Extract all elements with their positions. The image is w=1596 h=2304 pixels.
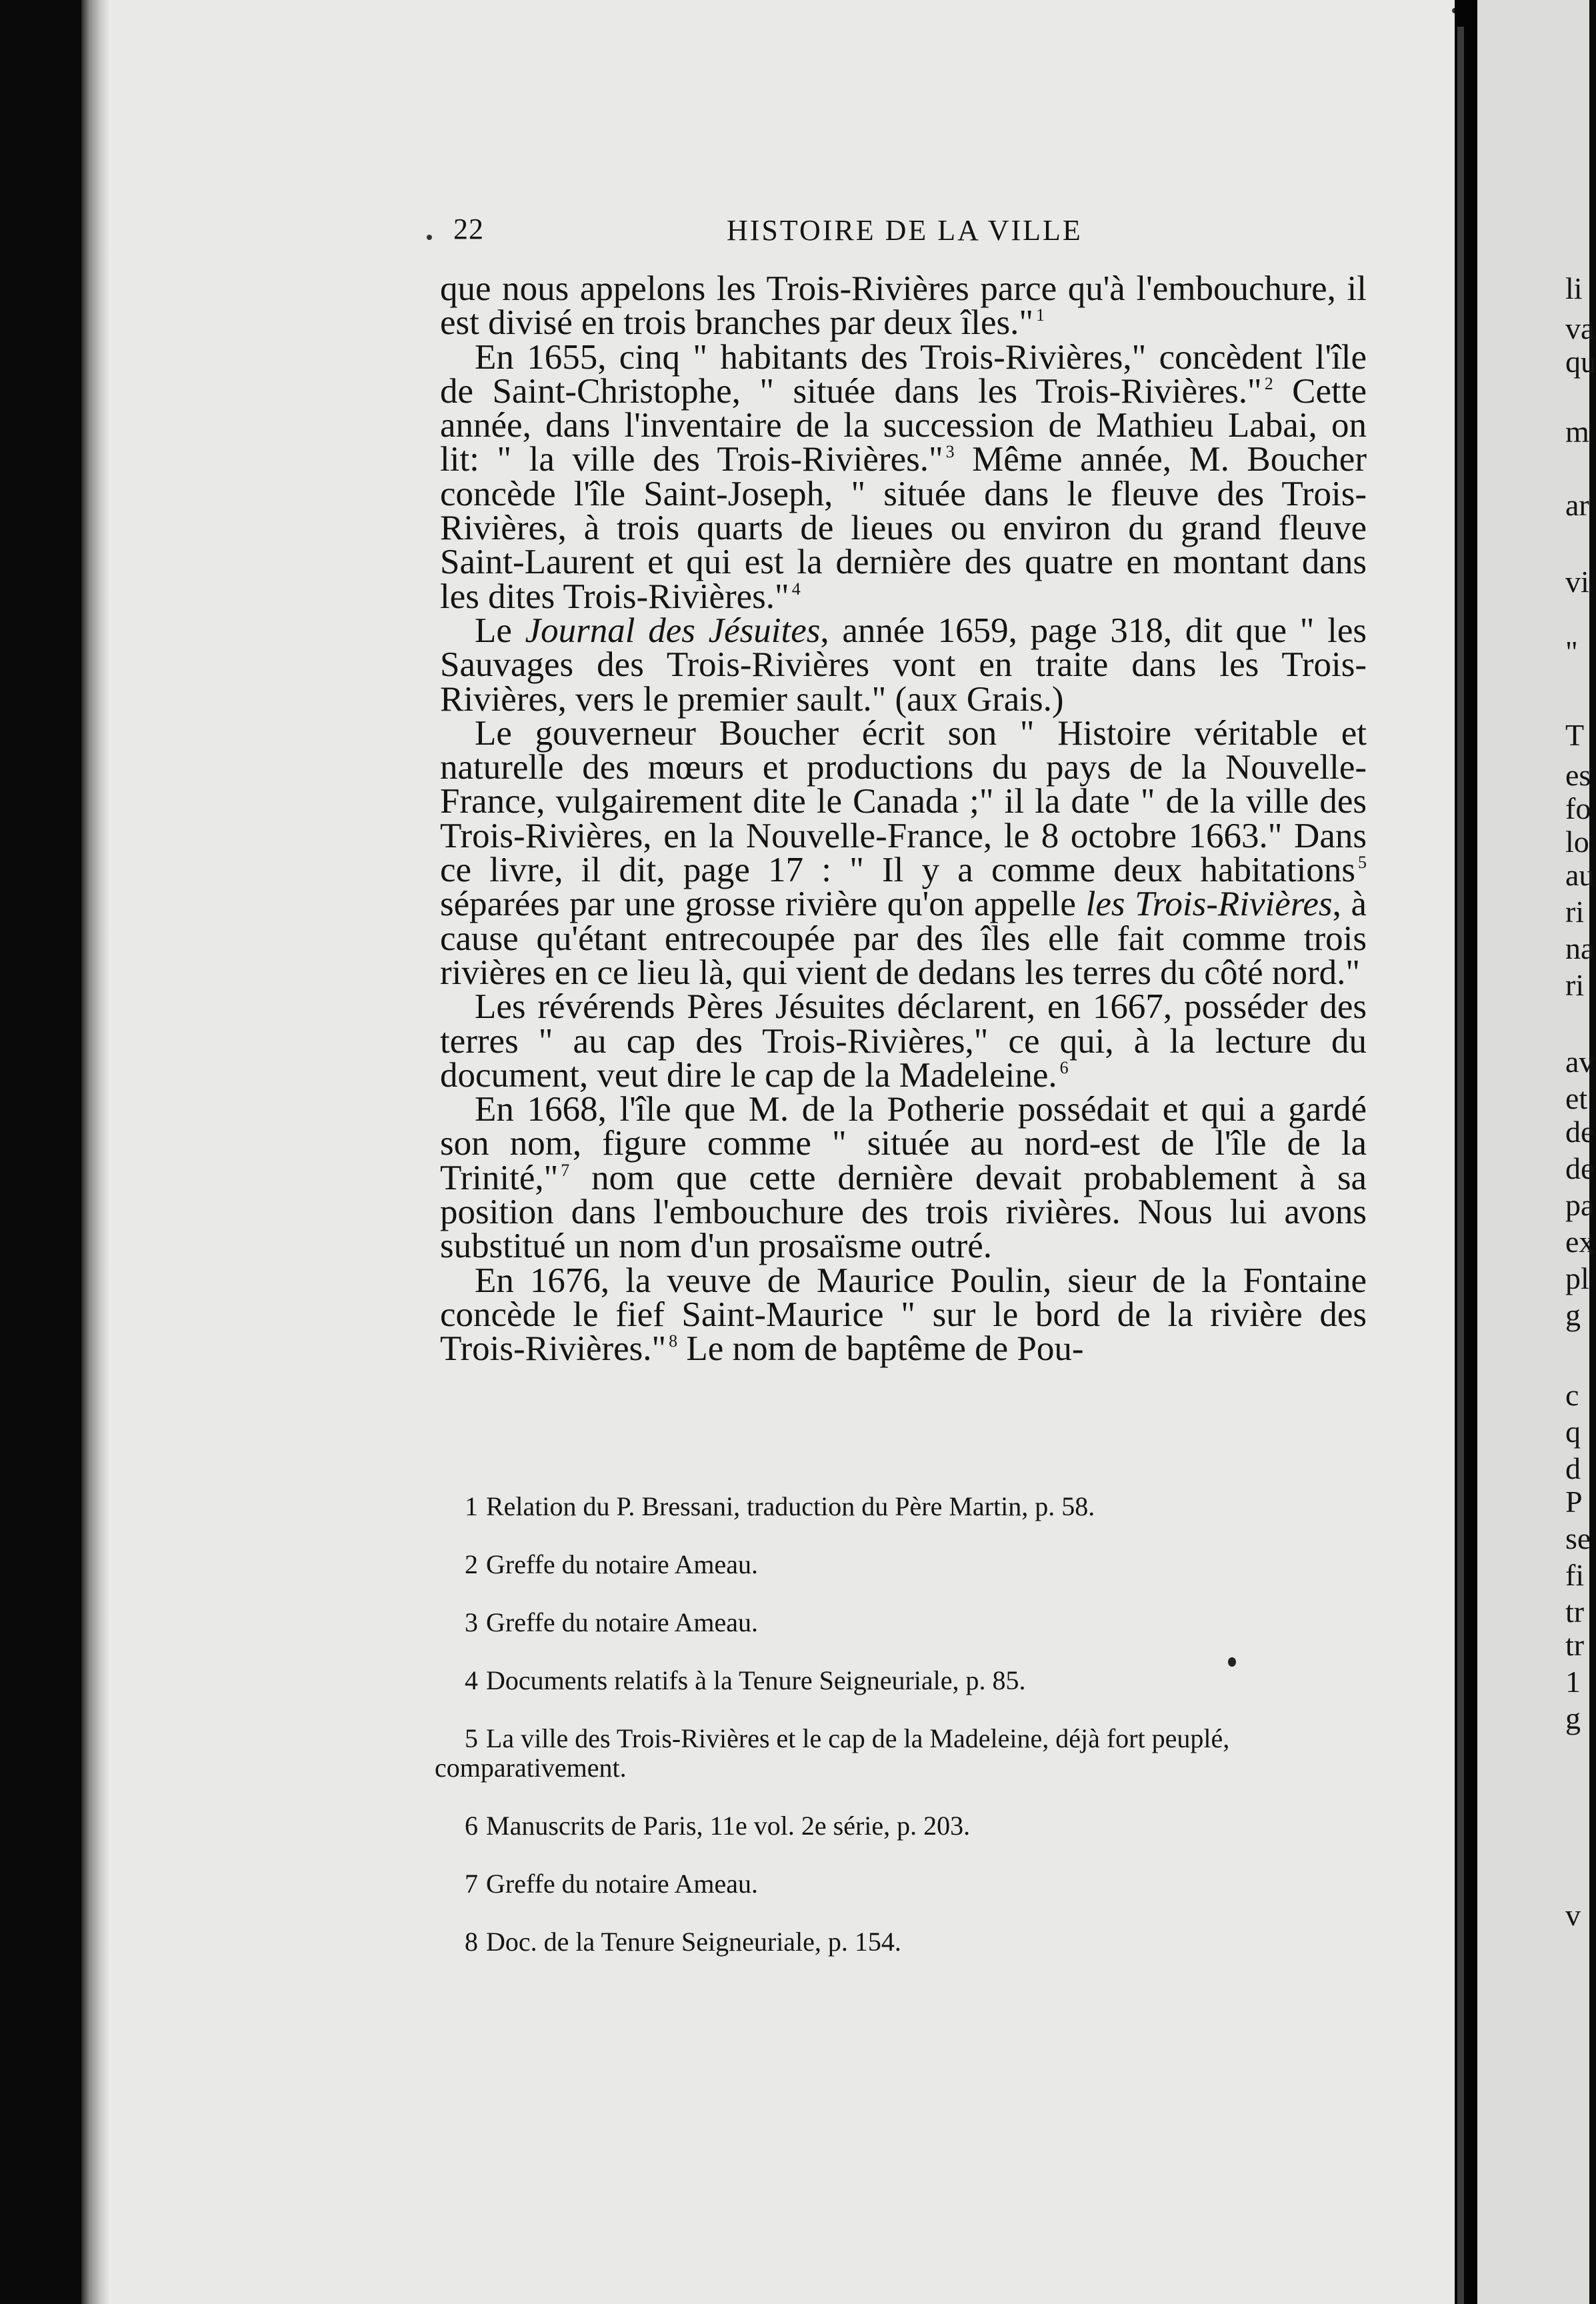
footnote-ref: 2 xyxy=(1264,373,1273,393)
body-text xyxy=(440,269,1367,1369)
adjacent-page-fragment: na xyxy=(1565,931,1595,965)
footnote xyxy=(435,1927,1368,1957)
footnote-ref: 3 xyxy=(945,442,955,462)
footnote-text: Greffe du notaire Ameau. xyxy=(486,1549,758,1579)
paragraph-text: En 1676, la veuve de Maurice Poulin, sieur de la Fontaine concède le fief Saint-Maurice " sur le bord de la rivière des Trois-Rivières." xyxy=(440,1261,1367,1369)
footnote-number: 2 xyxy=(465,1549,478,1579)
footnote-ref: 7 xyxy=(561,1160,570,1180)
adjacent-page-fragment: qu xyxy=(1565,345,1596,379)
adjacent-page-fragment: q xyxy=(1565,1415,1581,1449)
adjacent-page-fragment: g xyxy=(1565,1701,1581,1735)
footnote xyxy=(435,1550,1368,1579)
adjacent-page-fragment: d xyxy=(1565,1451,1581,1485)
page-gutter-shadow xyxy=(81,0,109,2304)
adjacent-page-fragment: c xyxy=(1565,1378,1579,1412)
footnote-ref: 8 xyxy=(669,1331,678,1351)
paragraph-text: Le nom de baptême de Pou- xyxy=(677,1329,1084,1369)
adjacent-page-fragment: m xyxy=(1565,415,1589,449)
footnote-ref: 6 xyxy=(1059,1057,1069,1077)
footnote xyxy=(435,1666,1368,1695)
paragraph-text: , année 1659, page 318, dit que " les Sauvages des Trois-Rivières vont en traite dans les Trois-Rivières, vers le premier sault." (aux Grais.) xyxy=(440,611,1367,719)
adjacent-page-fragment: P xyxy=(1565,1485,1583,1519)
footnote-number: 5 xyxy=(465,1723,478,1753)
footnote-text: Relation du P. Bressani, traduction du Père Martin, p. 58. xyxy=(486,1491,1095,1521)
adjacent-page-fragment: ex xyxy=(1565,1225,1595,1259)
paragraph-3 xyxy=(440,611,1367,719)
ink-speck xyxy=(1228,1657,1236,1667)
footnote xyxy=(435,1492,1368,1521)
footnote-number: 6 xyxy=(465,1811,478,1841)
paragraph-text: , à cause qu'étant entrecoupée par des îles elle fait comme trois rivières en ce lieu là, qui vient de dedans les terres du côté nord." xyxy=(440,885,1367,992)
footnote-text: Documents relatifs à la Tenure Seigneuriale, p. 85. xyxy=(486,1665,1026,1695)
italic-name: les Trois-Rivières xyxy=(1085,885,1333,924)
footnote xyxy=(435,1811,1368,1841)
adjacent-page-fragment: " xyxy=(1565,635,1578,669)
adjacent-page-fragment: av xyxy=(1565,1045,1595,1079)
footnote-number: 3 xyxy=(465,1607,478,1637)
paragraph-text: En 1655, cinq " habitants des Trois-Rivières," concèdent l'île de Saint-Christophe, " située dans les Trois-Rivières." xyxy=(440,337,1367,411)
paragraph-text: Même année, M. Boucher concède l'île Saint-Joseph, " située dans le fleuve des Trois-Rivières, à trois quarts de lieues ou environ du grand fleuve Saint-Laurent et qui est la dernière des quatre en montant dans les dites Trois-Rivières." xyxy=(440,440,1367,616)
binding-edge xyxy=(1457,27,1464,2304)
adjacent-page-fragment: ri xyxy=(1565,895,1585,929)
adjacent-page-fragment: au xyxy=(1565,858,1595,892)
adjacent-page-fragment: et xyxy=(1565,1081,1588,1115)
adjacent-page-fragment: g xyxy=(1565,1298,1581,1332)
adjacent-page-fragment: tr xyxy=(1565,1628,1585,1662)
paragraph-2 xyxy=(440,337,1367,616)
footnote xyxy=(435,1724,1368,1783)
adjacent-page-fragment: tr xyxy=(1565,1595,1585,1629)
paragraph-1 xyxy=(440,269,1367,343)
adjacent-page-edge xyxy=(1477,0,1596,2304)
paragraph-7 xyxy=(440,1261,1367,1369)
adjacent-page-fragment: es xyxy=(1565,758,1591,792)
footnote xyxy=(435,1608,1368,1637)
paragraph-text: En 1668, l'île que M. de la Potherie possédait et qui a gardé son nom, figure comme " située au nord-est de l'île de la Trinité," xyxy=(440,1090,1367,1197)
footnote-text: Greffe du notaire Ameau. xyxy=(486,1607,758,1637)
adjacent-page-fragment: fi xyxy=(1565,1558,1585,1592)
adjacent-page-fragment: ri xyxy=(1565,968,1585,1002)
paragraph-4 xyxy=(440,713,1367,992)
paragraph-text: Le xyxy=(475,611,525,650)
footnote-text: La ville des Trois-Rivières et le cap de la Madeleine, déjà fort peuplé, comparativement. xyxy=(435,1723,1230,1783)
adjacent-page-fragment: v xyxy=(1565,1898,1581,1932)
adjacent-page-fragment: T xyxy=(1565,718,1585,752)
adjacent-page-fragment: 1 xyxy=(1565,1665,1581,1699)
adjacent-page-fragment: ar xyxy=(1565,488,1589,522)
footnote-text: Doc. de la Tenure Seigneuriale, p. 154. xyxy=(486,1927,901,1957)
paragraph-text: que nous appelons les Trois-Rivières parce qu'à l'embouchure, il est divisé en trois branches par deux îles." xyxy=(440,269,1367,343)
footnote-number: 7 xyxy=(465,1869,478,1899)
paragraph-text: Cette année, dans l'inventaire de la succession de Mathieu Labai, on lit: " la ville des Trois-Rivières." xyxy=(440,371,1367,479)
footnote-number: 4 xyxy=(465,1665,478,1695)
adjacent-page-fragment: de xyxy=(1565,1115,1595,1149)
adjacent-page-fragment: lo xyxy=(1565,825,1589,859)
footnote-number: 8 xyxy=(465,1927,478,1957)
adjacent-page-fragment: vi xyxy=(1565,565,1589,599)
paragraph-text: nom que cette dernière devait probablement à sa position dans l'embouchure des trois rivières. Nous lui avons substitué un nom d'un prosaïsme outré. xyxy=(440,1158,1367,1266)
adjacent-page-fragment: se xyxy=(1565,1521,1591,1555)
running-header xyxy=(453,212,1393,252)
footnote-text: Manuscrits de Paris, 11e vol. 2e série, p. 203. xyxy=(486,1811,971,1841)
paragraph-text: séparées par une grosse rivière qu'on appelle xyxy=(440,885,1086,924)
footnote xyxy=(435,1869,1368,1899)
adjacent-page-fragment: pl xyxy=(1565,1261,1589,1295)
footnote-ref: 5 xyxy=(1358,853,1367,873)
page-number: 22 xyxy=(453,213,484,245)
adjacent-page-fragment: li xyxy=(1565,271,1583,305)
footnote-ref: 4 xyxy=(791,579,801,599)
adjacent-page-fragment: pa xyxy=(1565,1188,1595,1222)
paragraph-6 xyxy=(440,1090,1367,1266)
adjacent-page-fragment: va xyxy=(1565,311,1595,345)
paragraph-text: Le gouverneur Boucher écrit son " Histoire véritable et naturelle des mœurs et productions du pays de la Nouvelle-France, vulgairement dite le Canada ;" il la date " de la ville des Trois-Rivières, en la Nouvelle-France, le 8 octobre 1663." Dans ce livre, il dit, page 17 : " Il y a comme deux habitations xyxy=(440,713,1367,890)
italic-title: Journal des Jésuites xyxy=(525,611,821,650)
footnote-number: 1 xyxy=(465,1491,478,1521)
adjacent-page-fragment: fo xyxy=(1565,791,1591,825)
running-title: HISTOIRE DE LA VILLE xyxy=(727,214,1083,247)
ink-speck xyxy=(427,235,432,240)
paragraph-text: Les révérends Pères Jésuites déclarent, en 1667, posséder des terres " au cap des Trois-Rivières," ce qui, à la lecture du document, veut dire le cap de la Madeleine. xyxy=(440,987,1367,1095)
footnote-text: Greffe du notaire Ameau. xyxy=(486,1869,758,1899)
footnotes xyxy=(435,1492,1368,1985)
footnote-ref: 1 xyxy=(1036,305,1045,325)
adjacent-page-fragment: de xyxy=(1565,1151,1595,1185)
paragraph-5 xyxy=(440,987,1367,1095)
